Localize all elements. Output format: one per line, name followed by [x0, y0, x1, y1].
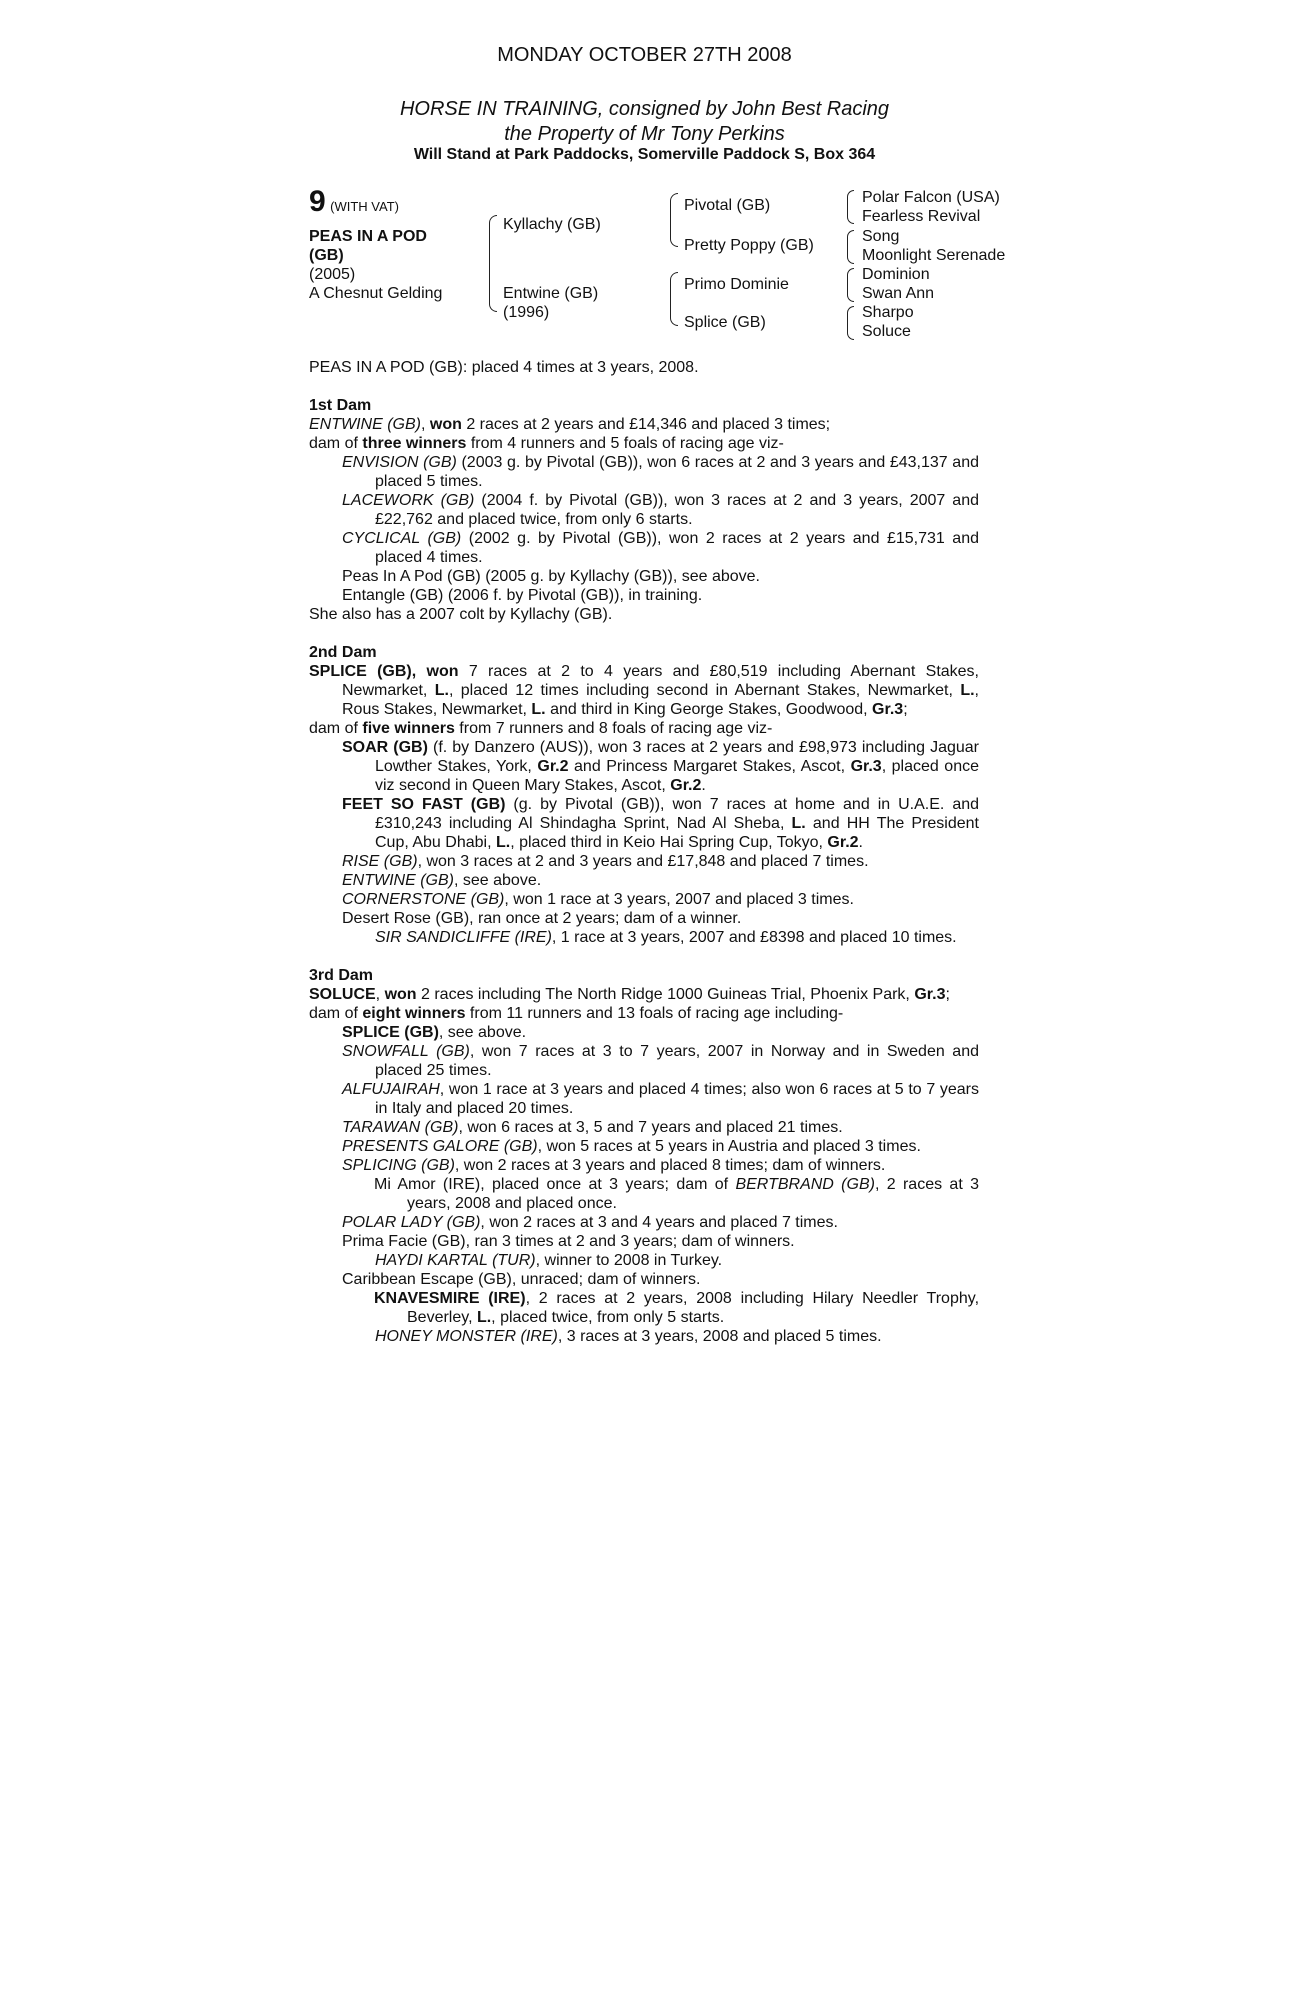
ancestor-5: Dominion	[862, 266, 930, 283]
third-dam-record: SOLUCE, won 2 races including The North Ridge 1000 Guineas Trial, Phoenix Park, Gr.3;	[309, 986, 950, 1003]
ancestor-4: Moonlight Serenade	[862, 247, 1006, 264]
sire-sire: Pivotal (GB)	[684, 197, 771, 214]
horse-country: (GB)	[309, 247, 344, 264]
sire-dam-brace	[489, 215, 497, 312]
second-dam-record: SPLICE (GB), won 7 races at 2 to 4 years and £80,519 including Abernant Stakes, Newmarket, L., placed 12 times including second in Abernant Stakes, Newmarket, L., Rous Stakes, Newmarket, L. and third in King George Stakes, Goodwood, Gr.3;	[309, 663, 979, 718]
ancestor-6: Swan Ann	[862, 285, 935, 302]
horse-description: A Chesnut Gelding	[309, 285, 443, 302]
grandproduce-entry: HONEY MONSTER (IRE), 3 races at 3 years, 2008 and placed 5 times.	[375, 1328, 882, 1345]
produce-entry: FEET SO FAST (GB) (g. by Pivotal (GB)), won 7 races at home and in U.A.E. and £310,243 including Al Shindagha Sprint, Nad Al Sheba, L. and HH The President Cup, Abu Dhabi, L., placed third in Keio Hai Spring Cup, Tokyo, Gr.2.	[342, 796, 980, 851]
dam-dam: Splice (GB)	[684, 314, 766, 331]
produce-entry: ENTWINE (GB), see above.	[342, 872, 542, 889]
consignor-line: HORSE IN TRAINING, consigned by John Best Racing	[399, 98, 890, 120]
foaling-year: (2005)	[309, 266, 356, 283]
produce-entry: PRESENTS GALORE (GB), won 5 races at 5 years in Austria and placed 3 times.	[342, 1138, 921, 1155]
produce-entry: ENVISION (GB) (2003 g. by Pivotal (GB)), won 6 races at 2 and 3 years and £43,137 and placed 5 times.	[342, 454, 980, 490]
produce-note: She also has a 2007 colt by Kyllachy (GB).	[309, 606, 613, 623]
lot-line	[309, 185, 399, 218]
grandproduce-entry: Mi Amor (IRE), placed once at 3 years; dam of BERTBRAND (GB), 2 races at 3 years, 2008 and placed once.	[374, 1176, 979, 1212]
produce-entry: Desert Rose (GB), ran once at 2 years; dam of a winner.	[342, 910, 742, 927]
grandproduce-entry: SIR SANDICLIFFE (IRE), 1 race at 3 years, 2007 and £8398 and placed 10 times.	[375, 929, 957, 946]
grandproduce-entry: HAYDI KARTAL (TUR), winner to 2008 in Turkey.	[375, 1252, 723, 1269]
produce-entry: TARAWAN (GB), won 6 races at 3, 5 and 7 years and placed 21 times.	[342, 1119, 843, 1136]
stabling-location: Will Stand at Park Paddocks, Somerville Paddock S, Box 364	[413, 146, 876, 163]
second-dam-heading: 2nd Dam	[309, 644, 377, 661]
grandproduce-entry: KNAVESMIRE (IRE), 2 races at 2 years, 2008 including Hilary Needler Trophy, Beverley, L., placed twice, from only 5 starts.	[374, 1290, 980, 1326]
sale-date: MONDAY OCTOBER 27TH 2008	[497, 44, 792, 66]
produce-entry: POLAR LADY (GB), won 2 races at 3 and 4 years and placed 7 times.	[342, 1214, 838, 1231]
ancestor-2: Fearless Revival	[862, 208, 981, 225]
ancestor-3: Song	[862, 228, 900, 245]
grandparents-brace-4	[847, 306, 854, 340]
pedigree-table	[309, 185, 1029, 348]
ancestor-8: Soluce	[862, 323, 911, 340]
vat-note: (WITH VAT)	[330, 199, 399, 214]
grandparents-brace-1	[847, 190, 854, 224]
dam-year: (1996)	[503, 304, 550, 321]
third-dam-produce-summary: dam of eight winners from 11 runners and 13 foals of racing age including-	[309, 1005, 844, 1022]
catalogue-body	[309, 358, 979, 1346]
produce-entry: ALFUJAIRAH, won 1 race at 3 years and placed 4 times; also won 6 races at 5 to 7 years in Italy and placed 20 times.	[342, 1081, 979, 1117]
sire: Kyllachy (GB)	[503, 216, 601, 233]
grandparents-brace-2	[847, 230, 854, 264]
ancestor-1: Polar Falcon (USA)	[862, 189, 1000, 206]
produce-entry: LACEWORK (GB) (2004 f. by Pivotal (GB)), won 3 races at 2 and 3 years, 2007 and £22,762 and placed twice, from only 6 starts.	[342, 492, 980, 528]
horse-name: PEAS IN A POD	[309, 228, 427, 245]
lot-number: 9	[309, 185, 326, 218]
produce-entry: Entangle (GB) (2006 f. by Pivotal (GB)), in training.	[342, 587, 703, 604]
consignment-block	[0, 97, 1289, 147]
third-dam-heading: 3rd Dam	[309, 967, 374, 984]
first-dam-produce-summary: dam of three winners from 4 runners and 5 foals of racing age viz-	[309, 435, 784, 452]
produce-entry: CORNERSTONE (GB), won 1 race at 3 years, 2007 and placed 3 times.	[342, 891, 854, 908]
second-dam-produce-summary: dam of five winners from 7 runners and 8 foals of racing age viz-	[309, 720, 773, 737]
dam-sire: Primo Dominie	[684, 276, 789, 293]
produce-entry: SOAR (GB) (f. by Danzero (AUS)), won 3 races at 2 years and £98,973 including Jaguar Lowther Stakes, York, Gr.2 and Princess Margaret Stakes, Ascot, Gr.3, placed once viz second in Queen Mary Stakes, Ascot, Gr.2.	[342, 739, 980, 794]
dam: Entwine (GB)	[503, 285, 599, 302]
produce-entry: SPLICE (GB), see above.	[342, 1024, 527, 1041]
dam-parents-brace	[670, 272, 678, 326]
sire-dam: Pretty Poppy (GB)	[684, 237, 814, 254]
owner-line: the Property of Mr Tony Perkins	[504, 123, 785, 145]
first-dam-record: ENTWINE (GB), won 2 races at 2 years and £14,346 and placed 3 times;	[309, 416, 831, 433]
first-dam-heading: 1st Dam	[309, 397, 372, 414]
produce-entry: Caribbean Escape (GB), unraced; dam of winners.	[342, 1271, 701, 1288]
ancestor-7: Sharpo	[862, 304, 914, 321]
produce-entry: SPLICING (GB), won 2 races at 3 years and placed 8 times; dam of winners.	[342, 1157, 886, 1174]
produce-entry: RISE (GB), won 3 races at 2 and 3 years and £17,848 and placed 7 times.	[342, 853, 869, 870]
produce-entry: CYCLICAL (GB) (2002 g. by Pivotal (GB)), won 2 races at 2 years and £15,731 and placed 4 times.	[342, 530, 980, 566]
produce-entry: SNOWFALL (GB), won 7 races at 3 to 7 years, 2007 in Norway and in Sweden and placed 25 times.	[342, 1043, 980, 1079]
produce-entry: Prima Facie (GB), ran 3 times at 2 and 3 years; dam of winners.	[342, 1233, 795, 1250]
grandparents-brace-3	[847, 268, 854, 302]
racing-summary: PEAS IN A POD (GB): placed 4 times at 3 years, 2008.	[309, 359, 699, 376]
produce-entry: Peas In A Pod (GB) (2005 g. by Kyllachy (GB)), see above.	[342, 568, 760, 585]
sire-parents-brace	[670, 193, 678, 247]
